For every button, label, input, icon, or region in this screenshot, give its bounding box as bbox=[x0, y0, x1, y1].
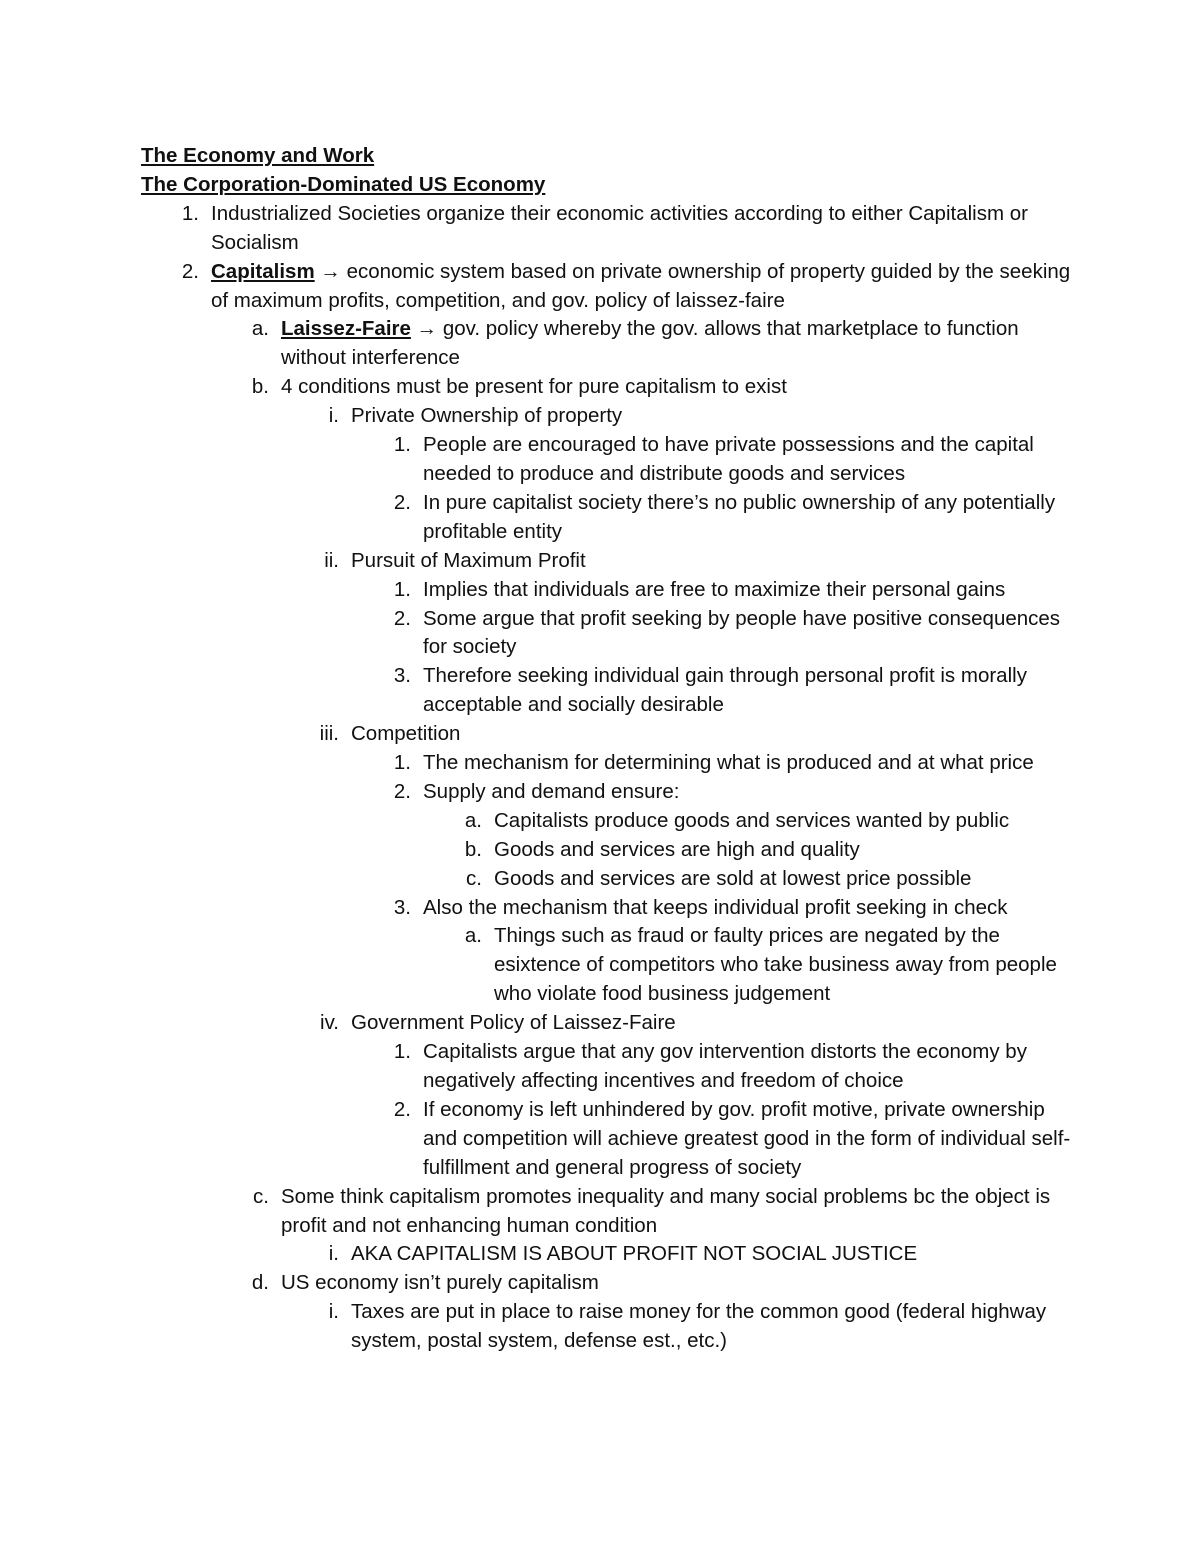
list-item bbox=[141, 836, 1071, 865]
item-text: Supply and demand ensure: bbox=[423, 779, 680, 803]
section-heading: The Corporation-Dominated US Economy bbox=[141, 172, 546, 196]
list-item-text bbox=[411, 576, 1071, 605]
item-text: Things such as fraud or faulty prices are negated by the esixtence of competitors who take business away from people who violate food business judgement bbox=[494, 924, 1057, 1006]
list-item-text bbox=[339, 1009, 1071, 1038]
arrow-icon: → bbox=[416, 317, 438, 341]
list-marker: 2. bbox=[181, 259, 199, 283]
list-item-text bbox=[339, 402, 1071, 431]
list-item-text bbox=[269, 1269, 1071, 1298]
list-item-text bbox=[269, 315, 1071, 373]
list-marker: 1. bbox=[393, 577, 411, 601]
list-item bbox=[141, 547, 1071, 576]
notes-content bbox=[141, 142, 1071, 1356]
list-marker: a. bbox=[251, 317, 269, 341]
defined-term: Capitalism bbox=[211, 259, 315, 283]
item-text: Competition bbox=[351, 722, 461, 746]
list-marker: i. bbox=[328, 1242, 339, 1266]
item-text: economic system based on private ownership of property guided by the seeking of maximum profits, competition, and gov. policy of laissez-faire bbox=[211, 259, 1071, 312]
list-marker: 1. bbox=[393, 433, 411, 457]
list-item-text bbox=[339, 1240, 1071, 1269]
list-item bbox=[141, 662, 1071, 720]
list-item-text bbox=[482, 922, 1071, 1009]
list-item bbox=[141, 315, 1071, 373]
list-marker: 2. bbox=[393, 606, 411, 630]
list-item bbox=[141, 1240, 1071, 1269]
item-text: If economy is left unhindered by gov. profit motive, private ownership and competition will achieve greatest good in the form of individual self-fulfillment and general progress of society bbox=[423, 1097, 1071, 1179]
list-item-text bbox=[269, 373, 1071, 402]
item-text: People are encouraged to have private possessions and the capital needed to produce and distribute goods and services bbox=[423, 433, 1034, 485]
item-text: Some argue that profit seeking by people have positive consequences for society bbox=[423, 606, 1061, 659]
item-text: Pursuit of Maximum Profit bbox=[351, 548, 586, 572]
item-text: Industrialized Societies organize their economic activities according to either Capitalism or Socialism bbox=[211, 201, 1028, 254]
item-text: In pure capitalist society there’s no public ownership of any potentially profitable entity bbox=[423, 490, 1056, 543]
list-item-text bbox=[411, 489, 1071, 547]
item-text: Capitalists argue that any gov intervention distorts the economy by negatively affecting incentives and freedom of choice bbox=[423, 1040, 1027, 1092]
list-marker: d. bbox=[251, 1271, 269, 1295]
list-marker: 3. bbox=[393, 664, 411, 688]
list-item-text bbox=[411, 662, 1071, 720]
item-text: gov. policy whereby the gov. allows that marketplace to function without interference bbox=[281, 317, 1019, 370]
list-marker: a. bbox=[464, 808, 482, 832]
list-item bbox=[141, 605, 1071, 663]
list-item bbox=[141, 200, 1071, 258]
item-text: Goods and services are sold at lowest price possible bbox=[494, 866, 972, 890]
list-marker: c. bbox=[253, 1184, 269, 1208]
list-item-text bbox=[339, 1298, 1071, 1356]
list-marker: ii. bbox=[324, 548, 339, 572]
list-marker: 2. bbox=[393, 1097, 411, 1121]
list-marker: c. bbox=[466, 866, 482, 890]
list-item-text bbox=[411, 749, 1071, 778]
list-item-text bbox=[411, 1038, 1071, 1096]
item-text: US economy isn’t purely capitalism bbox=[281, 1271, 599, 1295]
list-marker: b. bbox=[251, 375, 269, 399]
item-text: Also the mechanism that keeps individual profit seeking in check bbox=[423, 895, 1008, 919]
list-item-text bbox=[199, 258, 1071, 316]
list-item bbox=[141, 749, 1071, 778]
list-item-text bbox=[411, 894, 1071, 923]
item-text: Some think capitalism promotes inequality and many social problems bc the object is profit and not enhancing human condition bbox=[281, 1184, 1051, 1237]
defined-term: Laissez-Faire bbox=[281, 317, 411, 341]
item-text: Capitalists produce goods and services wanted by public bbox=[494, 808, 1010, 832]
list-item-text bbox=[411, 605, 1071, 663]
list-item-text bbox=[482, 865, 1071, 894]
list-item bbox=[141, 720, 1071, 749]
list-marker: i. bbox=[328, 1300, 339, 1324]
list-item bbox=[141, 1269, 1071, 1298]
list-item bbox=[141, 373, 1071, 402]
list-marker: 2. bbox=[393, 779, 411, 803]
list-marker: a. bbox=[464, 924, 482, 948]
list-marker: 1. bbox=[181, 201, 199, 225]
list-item-text bbox=[339, 547, 1071, 576]
list-item bbox=[141, 778, 1071, 807]
list-item bbox=[141, 807, 1071, 836]
document-title: The Economy and Work bbox=[141, 144, 375, 167]
list-marker: iii. bbox=[319, 722, 339, 746]
list-item-text bbox=[482, 807, 1071, 836]
list-item-text bbox=[411, 778, 1071, 807]
list-item-text bbox=[411, 431, 1071, 489]
item-text: Government Policy of Laissez-Faire bbox=[351, 1011, 676, 1035]
arrow-icon: → bbox=[320, 259, 341, 283]
item-text: Implies that individuals are free to maximize their personal gains bbox=[423, 577, 1006, 601]
list-item-text bbox=[269, 1183, 1071, 1241]
item-text: Taxes are put in place to raise money for the common good (federal highway system, postal system, defense est., etc.) bbox=[351, 1300, 1047, 1353]
item-text: Therefore seeking individual gain through personal profit is morally acceptable and socially desirable bbox=[423, 664, 1027, 717]
list-marker: i. bbox=[328, 404, 339, 428]
list-marker: 1. bbox=[393, 1040, 411, 1064]
list-item-text bbox=[199, 200, 1071, 258]
item-text: Goods and services are high and quality bbox=[494, 837, 860, 861]
list-item bbox=[141, 1183, 1071, 1241]
list-item bbox=[141, 1009, 1071, 1038]
list-item bbox=[141, 922, 1071, 1009]
item-text: The mechanism for determining what is produced and at what price bbox=[423, 751, 1034, 775]
list-item bbox=[141, 894, 1071, 923]
list-item bbox=[141, 1298, 1071, 1356]
list-item-text bbox=[339, 720, 1071, 749]
item-text: AKA CAPITALISM IS ABOUT PROFIT NOT SOCIAL JUSTICE bbox=[351, 1242, 918, 1266]
list-item bbox=[141, 1038, 1071, 1096]
item-text: Private Ownership of property bbox=[351, 404, 623, 428]
list-marker: 3. bbox=[393, 895, 411, 919]
outline-list bbox=[141, 200, 1071, 1356]
list-item-text bbox=[411, 1096, 1071, 1183]
list-item bbox=[141, 1096, 1071, 1183]
list-marker: iv. bbox=[320, 1011, 339, 1035]
list-item bbox=[141, 258, 1071, 316]
list-item bbox=[141, 576, 1071, 605]
list-item bbox=[141, 431, 1071, 489]
item-text: 4 conditions must be present for pure capitalism to exist bbox=[281, 375, 787, 399]
list-item bbox=[141, 402, 1071, 431]
list-item bbox=[141, 865, 1071, 894]
list-marker: 1. bbox=[393, 751, 411, 775]
list-marker: b. bbox=[464, 837, 482, 861]
list-item bbox=[141, 489, 1071, 547]
list-item-text bbox=[482, 836, 1071, 865]
list-marker: 2. bbox=[393, 490, 411, 514]
